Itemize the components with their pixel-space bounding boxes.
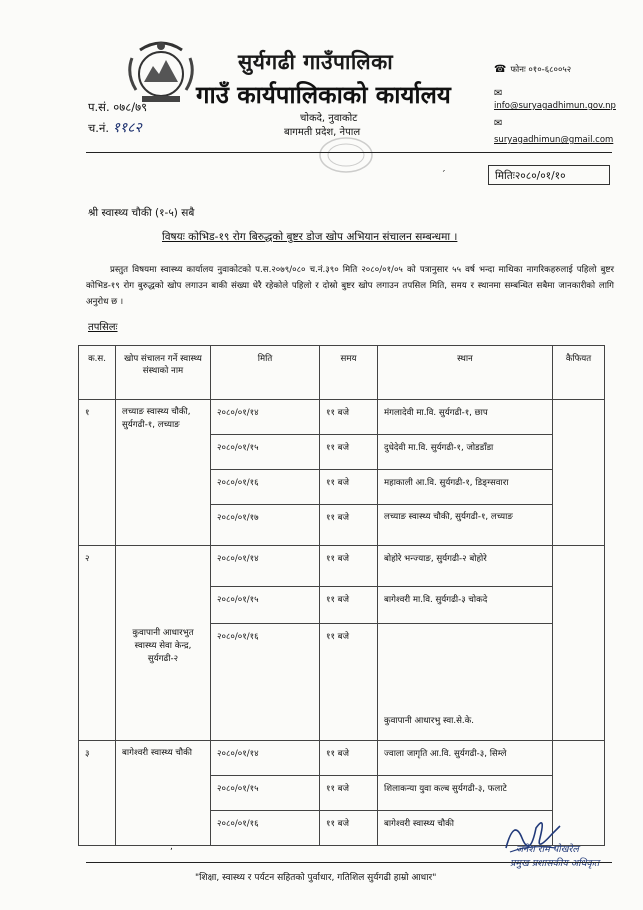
group-org: बागेश्वरी स्वास्थ्य चौकी [116,741,211,846]
org-name: सुर्यगढी गाउँपालिका [238,50,394,74]
row-date: २०८०/०१/१६ [211,624,320,741]
group-org: लच्याङ स्वास्थ्य चौकी, सुर्यगढी-१, लच्याङ [116,400,211,546]
phone-icon: ☎ [494,64,507,75]
row-place: मंगलादेवी मा.वि. सुर्यगढी-१, छाप [378,400,553,435]
row-time: ११ बजे [320,505,378,546]
phone-line [494,64,571,75]
row-place: बागेश्वरी स्वास्थ्य चौकी [378,811,553,846]
row-time: ११ बजे [320,587,378,624]
table-row [79,546,605,587]
footer-divider [86,862,612,863]
nepal-emblem-icon [122,38,200,106]
row-place: दुधेदेवी मा.वि. सुर्यगढी-१, जोडडाँडा [378,435,553,470]
ps-number [88,100,147,115]
row-date: २०८०/०१/१४ [211,741,320,776]
letter-body: प्रस्तुत विषयमा स्वास्थ्य कार्यालय नुवाकोटको प.स.२०७९/०८० च.नं.३९० मिति २०८०/०१/०५ को पत्रानुसार ५५ वर्ष भन्दा माथिका नागरिकहरुलाई पहिलो बुष्टर कोभिड-१९ रोग बुरुद्धको खोप लगाउन बाकी संख्या धेरै रहेकोले पहिलो र दोस्रो बुष्टर खोप लगाउन तपसिल मिति, समय र स्थानमा सम्बन्धित सबैमा जानकारीको लागि अनुरोध छ । [86,265,614,307]
row-time: ११ बजे [320,811,378,846]
row-date: २०८०/०१/१४ [211,546,320,587]
signer-name: जनेश राम पोखरेल [516,844,579,855]
schedule-table [78,345,605,846]
col-org-header: खोप संचालन गर्ने स्वास्थ्य संस्थाको नाम [116,346,211,400]
row-place: कुवापानी आधारभु स्वा.से.के. [378,624,553,741]
col-sn-header: क.स. [79,346,116,400]
row-date: २०८०/०१/१७ [211,505,320,546]
address-line-1: चोकदे, नुवाकोट [300,113,358,124]
row-time: ११ बजे [320,400,378,435]
cn-number [88,118,142,137]
address-line-2: बागमती प्रदेश, नेपाल [284,127,361,138]
mail-icon-2: ✉ [494,118,503,129]
small-mark: , [170,842,173,852]
row-place: महाकाली आ.वि. सुर्यगढी-१, डिङ्ग्सवारा [378,470,553,505]
email-link-2[interactable]: suryagadhimun@gmail.com [494,135,614,145]
col-remarks-header: कैफियत [553,346,605,400]
row-place: बागेश्वरी मा.वि. सुर्यगढी-३ चोकदे [378,587,553,624]
row-time: ११ बजे [320,546,378,587]
col-date-header: मिति [211,346,320,400]
office-name: गाउँ कार्यपालिकाको कार्यालय [196,81,451,109]
subject-line: विषयः कोभिड-१९ रोग बिरुद्धको बुष्टर डोज खोप अभियान संचालन सम्बन्धमा । [162,231,458,243]
row-place: ज्वाला जागृति आ.वि. सुर्यगढी-३, सिम्ले [378,741,553,776]
table-row [79,400,605,435]
row-time: ११ बजे [320,624,378,741]
letter-date: मितिः२०८०/०१/१० [488,165,610,185]
phone-text: फोनः ०१०-६८००५२ [510,65,572,75]
tick-mark: ׳ [442,168,446,178]
ps-label: प.सं. [88,100,110,114]
signer-title: प्रमुख प्रशासकीय अधिकृत [510,858,600,869]
group-sn: १ [79,400,116,546]
row-remarks [553,546,605,741]
row-date: २०८०/०१/१५ [211,776,320,811]
cn-label: च.नं. [88,121,109,135]
group-sn: ३ [79,741,116,846]
cn-value: ११८२ [112,120,142,136]
row-place: बोहोरे भन्ज्याङ, सुर्यगढी-२ बोहोरे [378,546,553,587]
row-date: २०८०/०१/१६ [211,470,320,505]
row-date: २०८०/०१/१५ [211,587,320,624]
row-time: ११ बजे [320,776,378,811]
row-place: लच्याङ स्वास्थ्य चौकी, सुर्यगढी-१, लच्याङ [378,505,553,546]
mail-icon-1: ✉ [494,88,503,99]
footer-slogan: "शिक्षा, स्वास्थ्य र पर्यटन सहितको पुर्वाधार, गतिशिल सुर्यगढी हाम्रो आधार" [195,873,437,883]
row-remarks [553,400,605,546]
table-row [79,741,605,776]
header-divider [86,152,612,153]
row-place: शिलाकन्या युवा कल्ब सुर्यगढी-३, फलाटे [378,776,553,811]
tapsil-label: तपसिलः [88,322,118,333]
row-date: २०८०/०१/१५ [211,435,320,470]
row-time: ११ बजे [320,435,378,470]
col-place-header: स्थान [378,346,553,400]
table-header-row [79,346,605,400]
group-sn: २ [79,546,116,741]
row-date: २०८०/०१/१४ [211,400,320,435]
ps-value: ०७८/७९ [113,100,148,114]
faint-stamp-icon [318,136,374,174]
row-time: ११ बजे [320,470,378,505]
row-date: २०८०/०१/१६ [211,811,320,846]
email-link-1[interactable]: info@suryagadhimun.gov.np [494,101,616,111]
col-time-header: समय [320,346,378,400]
recipient: श्री स्वास्थ्य चौकी (१-५) सबै [88,207,195,219]
group-org: कुवापानी आधारभुत स्वास्थ्य सेवा केन्द्र, सुर्यगढी-२ [116,546,211,741]
row-time: ११ बजे [320,741,378,776]
